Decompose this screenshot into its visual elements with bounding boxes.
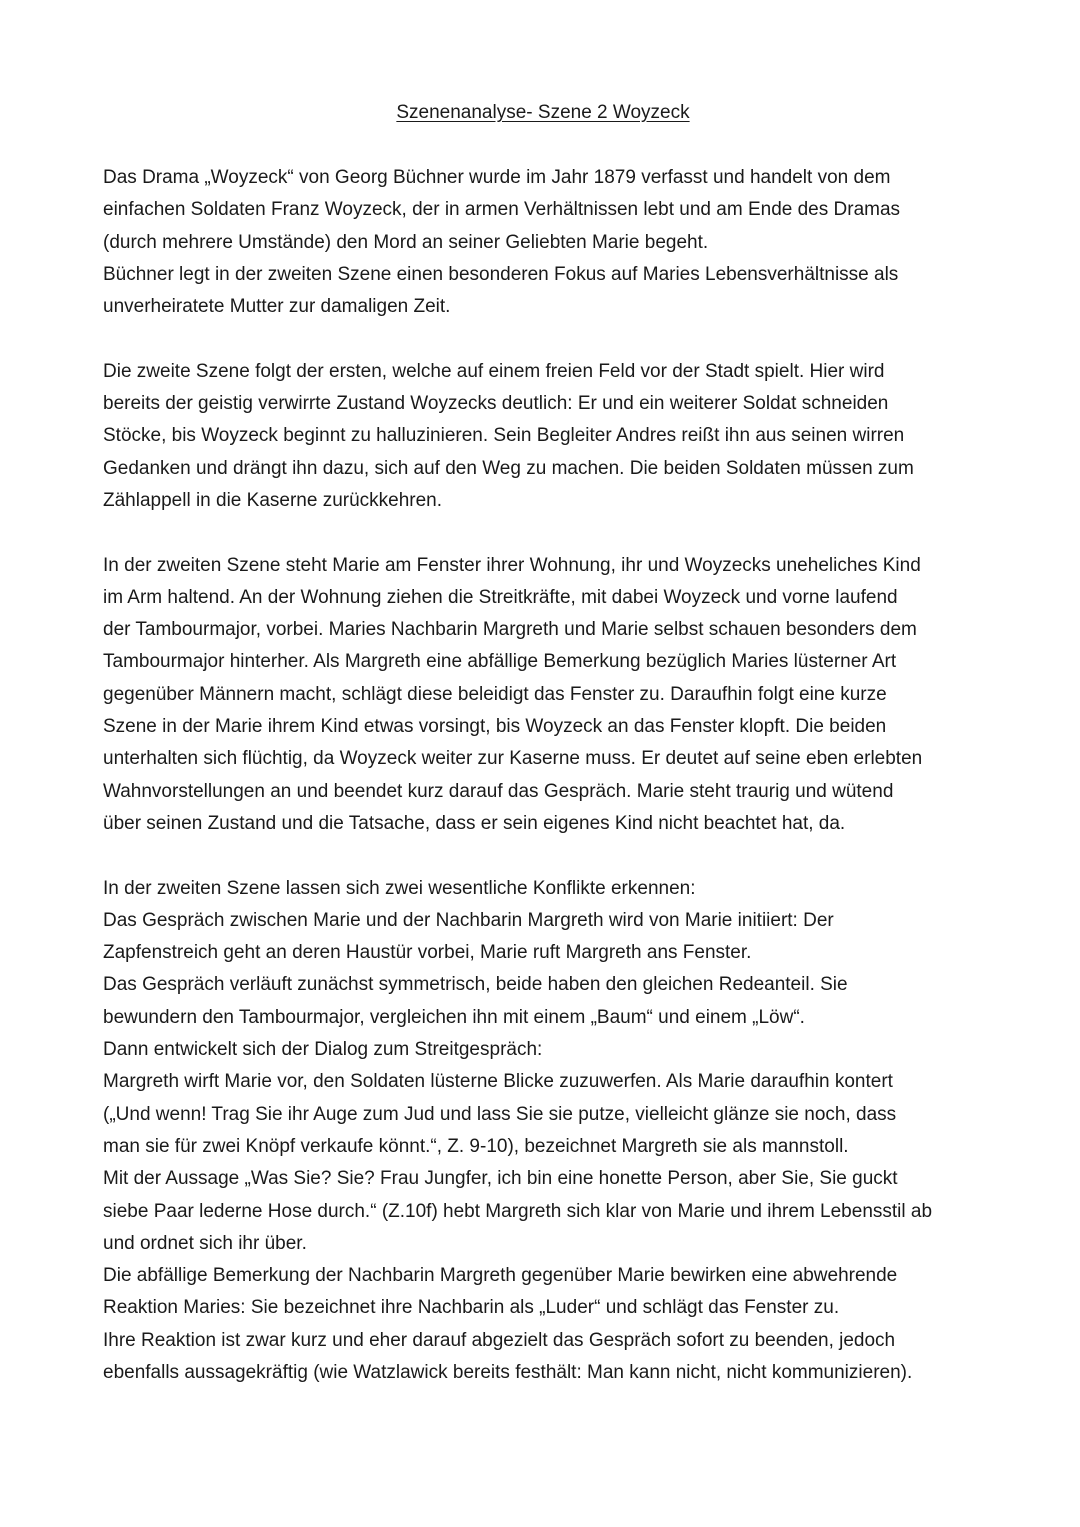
text-line: unterhalten sich flüchtig, da Woyzeck weiter zur Kaserne muss. Er deutet auf seine eben erlebten xyxy=(103,748,923,770)
text-line: Tambourmajor hinterher. Als Margreth eine abfällige Bemerkung bezüglich Maries lüsterner Art xyxy=(103,651,897,673)
paragraph-conflict-analysis xyxy=(103,873,983,1390)
text-line: der Tambourmajor, vorbei. Maries Nachbarin Margreth und Marie selbst schauen besonders dem xyxy=(103,619,917,641)
text-line: man sie für zwei Knöpf verkaufe könnt.“, Z. 9-10), bezeichnet Margreth sie als mannstoll. xyxy=(103,1135,849,1157)
text-line: Gedanken und drängt ihn dazu, sich auf den Weg zu machen. Die beiden Soldaten müssen zum xyxy=(103,457,914,479)
text-line: im Arm haltend. An der Wohnung ziehen die Streitkräfte, mit dabei Woyzeck und vorne laufend xyxy=(103,586,898,608)
text-line: In der zweiten Szene lassen sich zwei wesentliche Konflikte erkennen: xyxy=(103,877,696,899)
text-line: Dann entwickelt sich der Dialog zum Streitgespräch: xyxy=(103,1039,543,1061)
paragraph-scene-summary xyxy=(103,550,983,841)
text-line: über seinen Zustand und die Tatsache, dass er sein eigenes Kind nicht beachtet hat, da. xyxy=(103,812,846,834)
text-line: Das Drama „Woyzeck“ von Georg Büchner wurde im Jahr 1879 verfasst und handelt von dem xyxy=(103,167,891,188)
text-line: Stöcke, bis Woyzeck beginnt zu halluzinieren. Sein Begleiter Andres reißt ihn aus seinen wirren xyxy=(103,425,905,447)
text-line: Zapfenstreich geht an deren Haustür vorbei, Marie ruft Margreth ans Fenster. xyxy=(103,942,752,964)
text-line: einfachen Soldaten Franz Woyzeck, der in armen Verhältnissen lebt und am Ende des Dramas xyxy=(103,199,901,221)
text-line: unverheiratete Mutter zur damaligen Zeit. xyxy=(103,296,451,318)
text-line: Zählappell in die Kaserne zurückkehren. xyxy=(103,489,443,511)
text-line: („Und wenn! Trag Sie ihr Auge zum Jud und lass Sie sie putze, vielleicht glänze sie noch, dass xyxy=(103,1103,897,1125)
text-line: Die zweite Szene folgt der ersten, welche auf einem freien Feld vor der Stadt spielt. Hier wird xyxy=(103,360,885,382)
text-line: Margreth wirft Marie vor, den Soldaten lüsterne Blicke zuzuwerfen. Als Marie daraufhin kontert xyxy=(103,1071,893,1093)
text-line: bereits der geistig verwirrte Zustand Woyzecks deutlich: Er und ein weiterer Soldat schneiden xyxy=(103,393,889,415)
text-line: gegenüber Männern macht, schlägt diese beleidigt das Fenster zu. Daraufhin folgt eine kurze xyxy=(103,683,887,705)
text-line: (durch mehrere Umstände) den Mord an seiner Geliebten Marie begeht. xyxy=(103,231,709,253)
text-line: ebenfalls aussagekräftig (wie Watzlawick bereits festhält: Man kann nicht, nicht kommunizieren). xyxy=(103,1361,913,1383)
text-line: Szene in der Marie ihrem Kind etwas vorsingt, bis Woyzeck an das Fenster klopft. Die beiden xyxy=(103,716,887,738)
text-line: Ihre Reaktion ist zwar kurz und eher darauf abgezielt das Gespräch sofort zu beenden, jedoch xyxy=(103,1329,896,1351)
document-title: Szenenanalyse- Szene 2 Woyzeck xyxy=(396,102,690,123)
paragraph-introduction xyxy=(103,162,983,323)
text-line: Die abfällige Bemerkung der Nachbarin Margreth gegenüber Marie bewirken eine abwehrende xyxy=(103,1265,898,1287)
text-line: Das Gespräch verläuft zunächst symmetrisch, beide haben den gleichen Redeanteil. Sie xyxy=(103,974,848,996)
text-line: Das Gespräch zwischen Marie und der Nachbarin Margreth wird von Marie initiiert: Der xyxy=(103,909,834,931)
paragraph-previous-scene xyxy=(103,356,983,517)
text-line: Wahnvorstellungen an und beendet kurz darauf das Gespräch. Marie steht traurig und wütend xyxy=(103,780,894,802)
text-line: In der zweiten Szene steht Marie am Fenster ihrer Wohnung, ihr und Woyzecks uneheliches Kind xyxy=(103,554,921,576)
text-line: Büchner legt in der zweiten Szene einen besonderen Fokus auf Maries Lebensverhältnisse als xyxy=(103,263,899,285)
text-line: Mit der Aussage „Was Sie? Sie? Frau Jungfer, ich bin eine honette Person, aber Sie, Sie guckt xyxy=(103,1168,898,1190)
text-line: bewundern den Tambourmajor, vergleichen ihn mit einem „Baum“ und einem „Löw“. xyxy=(103,1006,805,1028)
text-line: Reaktion Maries: Sie bezeichnet ihre Nachbarin als „Luder“ und schlägt das Fenster zu. xyxy=(103,1297,840,1319)
document-page xyxy=(103,97,983,1422)
text-line: und ordnet sich ihr über. xyxy=(103,1232,307,1254)
text-line: siebe Paar lederne Hose durch.“ (Z.10f) hebt Margreth sich klar von Marie und ihrem Lebensstil ab xyxy=(103,1200,933,1222)
